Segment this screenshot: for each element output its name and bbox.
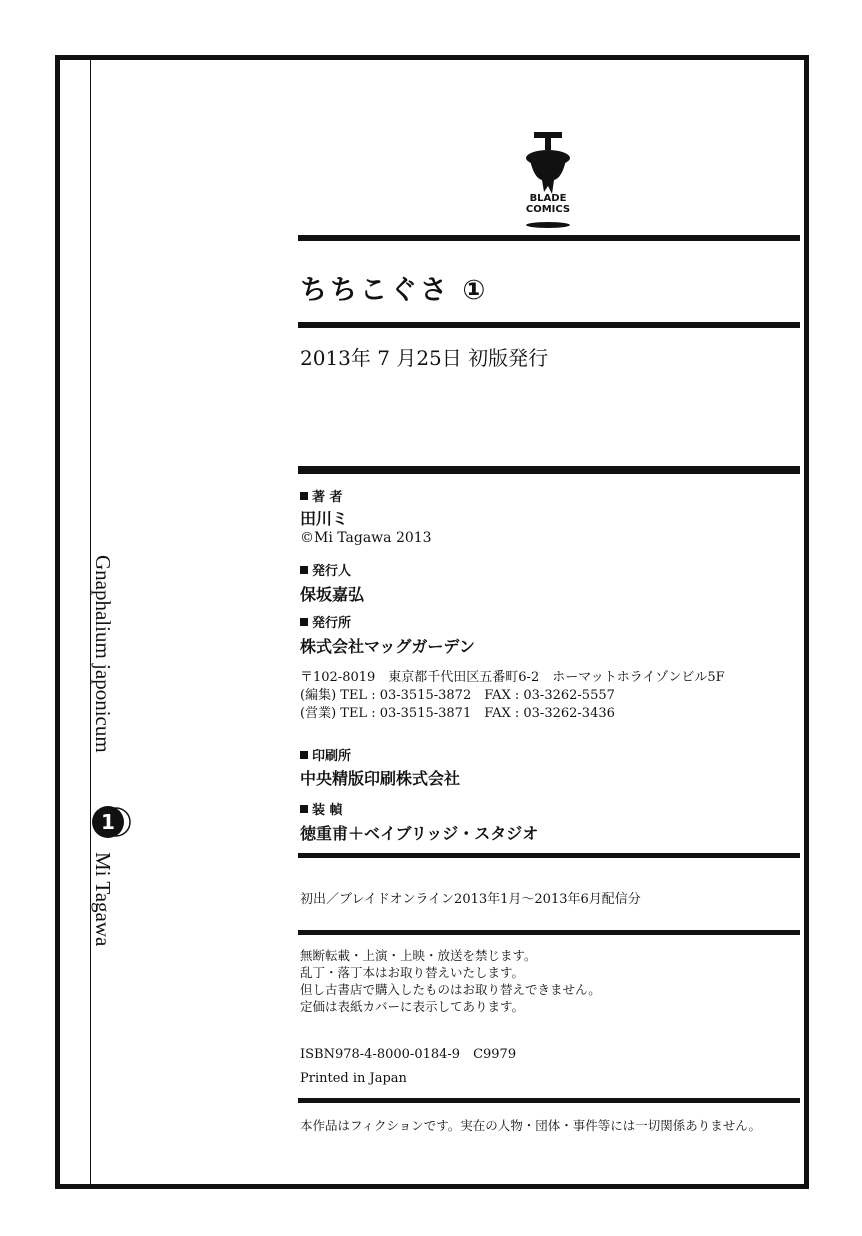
spine-author: Mi Tagawa — [91, 852, 115, 947]
author-name: 田川ミ — [300, 509, 349, 528]
spine-title: Gnaphalium japonicum — [91, 555, 115, 753]
rule-first-appearance — [298, 853, 800, 858]
notice-line: 無断転載・上演・上映・放送を禁じます。 — [300, 948, 537, 963]
sales-contact: (営業) TEL : 03-3515-3871 FAX : 03-3262-3436 — [300, 706, 615, 721]
notice-line: 乱丁・落丁本はお取り替えいたします。 — [300, 965, 525, 980]
author-label: 著 者 — [300, 486, 343, 505]
printer-name: 中央精版印刷株式会社 — [300, 769, 461, 788]
volume-number-badge — [91, 802, 131, 842]
design-label: 装 幀 — [300, 799, 343, 818]
volume-number: 1 — [101, 810, 115, 834]
printer-label: 印刷所 — [300, 745, 351, 764]
publisher-name: 株式会社マッグガーデン — [300, 637, 476, 656]
copyright: ©Mi Tagawa 2013 — [300, 530, 432, 546]
isbn: ISBN978-4-8000-0184-9 C9979 — [300, 1047, 517, 1062]
publisher-person-label: 発行人 — [300, 560, 351, 579]
notice-line: 但し古書店で購入したものはお取り替えできません。 — [300, 982, 601, 997]
design-name: 徳重甫＋ベイブリッジ・スタジオ — [300, 824, 539, 843]
rule-credits — [298, 466, 800, 474]
page-frame — [55, 55, 809, 1189]
publication-date: 2013年 7 月25日 初版発行 — [300, 346, 549, 370]
rule-notices — [298, 930, 800, 935]
book-title: ちちこぐさ ① — [300, 275, 489, 306]
logo-line-2: COMICS — [525, 204, 571, 215]
rule-top — [298, 235, 800, 241]
rule-fiction — [298, 1098, 800, 1103]
printed-in: Printed in Japan — [300, 1071, 407, 1086]
publisher-person-name: 保坂嘉弘 — [300, 585, 365, 604]
rule-title — [298, 322, 800, 328]
editorial-contact: (編集) TEL : 03-3515-3872 FAX : 03-3262-5557 — [300, 688, 615, 703]
publisher-label: 発行所 — [300, 612, 351, 631]
fiction-disclaimer: 本作品はフィクションです。実在の人物・団体・事件等には一切関係ありません。 — [300, 1118, 762, 1133]
logo-wordmark — [505, 193, 591, 215]
publisher-address: 〒102-8019 東京都千代田区五番町6-2 ホーマットホライゾンビル5F — [300, 670, 725, 685]
logo-line-1: BLADE — [529, 193, 567, 204]
first-appearance: 初出／ブレイドオンライン2013年1月〜2013年6月配信分 — [300, 892, 641, 907]
notice-line: 定価は表紙カバーに表示してあります。 — [300, 999, 525, 1014]
